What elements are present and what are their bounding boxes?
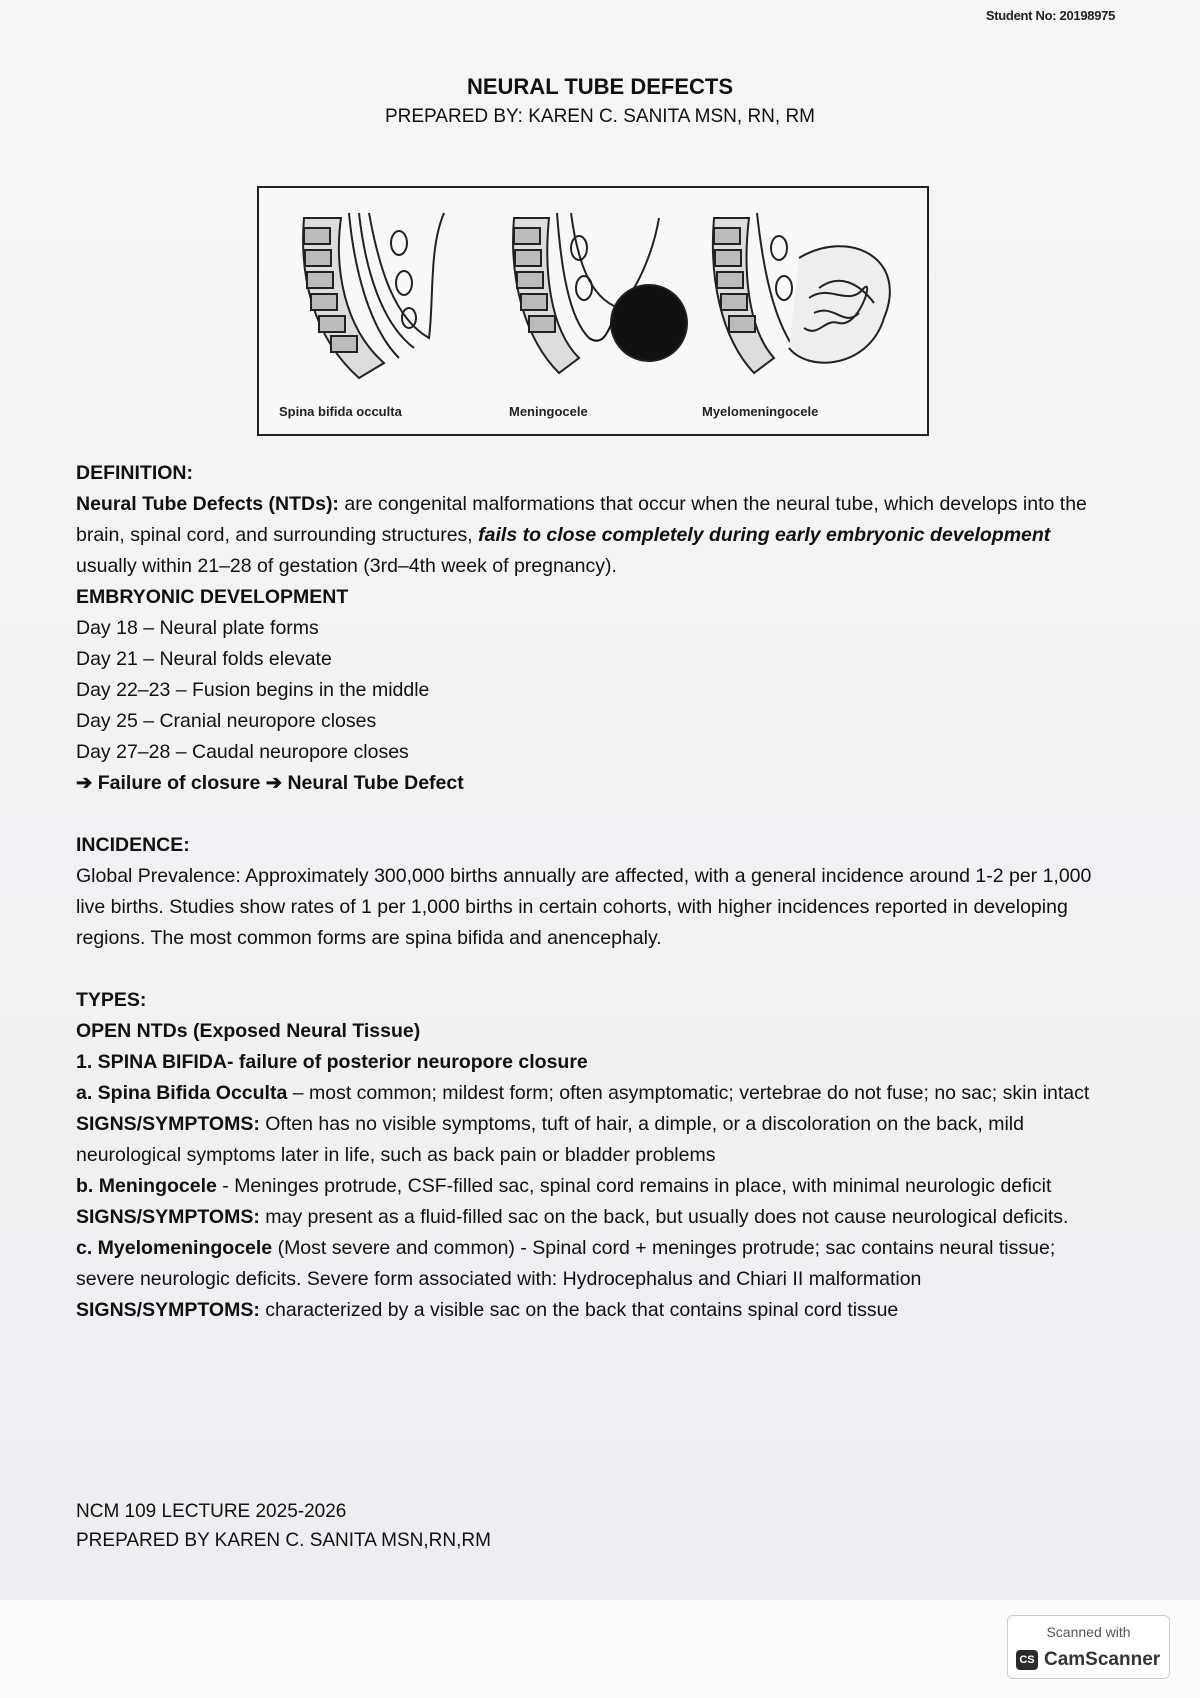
figure-label-myelomeningocele: Myelomeningocele bbox=[702, 404, 819, 419]
incidence-paragraph: Global Prevalence: Approximately 300,000 births annually are affected, with a general incidence around 1-2 per 1,000 live births. Studies show rates of 1 per 1,000 births in certain cohorts, with higher incidences reported in developing regions. The most common forms are spina bifida and anencephaly. bbox=[76, 865, 1092, 949]
meningocele-label: b. Meningocele bbox=[76, 1175, 217, 1197]
definition-term: Neural Tube Defects (NTDs): bbox=[76, 493, 339, 515]
myelomeningocele-drawing bbox=[713, 213, 890, 373]
meningocele-text: - Meninges protrude, CSF-filled sac, spinal cord remains in place, with minimal neurologic deficit bbox=[216, 1175, 1052, 1197]
figure-label-meningocele: Meningocele bbox=[509, 404, 588, 419]
embryonic-day: Day 25 – Cranial neuropore closes bbox=[76, 710, 377, 732]
myelo-signs: characterized by a visible sac on the back that contains spinal cord tissue bbox=[259, 1299, 899, 1321]
meningocele-paragraph bbox=[76, 1171, 1116, 1202]
embryonic-day: Day 22–23 – Fusion begins in the middle bbox=[76, 679, 430, 701]
ntd-illustration bbox=[257, 186, 929, 436]
open-ntds-heading: OPEN NTDs (Exposed Neural Tissue) bbox=[76, 1020, 421, 1042]
embryonic-result: ➔ Failure of closure ➔ Neural Tube Defect bbox=[76, 772, 464, 794]
meningocele-signs: may present as a fluid-filled sac on the back, but usually does not cause neurological deficits. bbox=[259, 1206, 1069, 1228]
watermark-brand: CamScanner bbox=[1044, 1649, 1161, 1670]
definition-emphasis: fails to close completely during early embryonic development bbox=[478, 524, 1051, 546]
embryonic-heading: EMBRYONIC DEVELOPMENT bbox=[76, 586, 349, 608]
spine-diagrams bbox=[259, 188, 927, 434]
occulta-label: a. Spina Bifida Occulta bbox=[76, 1082, 288, 1104]
spina-bifida-occulta-drawing bbox=[303, 213, 444, 378]
myelo-label: c. Myelomeningocele bbox=[76, 1237, 273, 1259]
occulta-signs: Often has no visible symptoms, tuft of hair, a dimple, or a discoloration on the back, mild neurological symptoms later in life, such as back pain or bladder problems bbox=[76, 1113, 1024, 1166]
definition-paragraph bbox=[76, 489, 1116, 582]
definition-text-1: are congenital malformations that occur when the neural tube, which develops into the brain, spinal cord, and surrounding structures, bbox=[76, 493, 1087, 546]
occulta-text: – most common; mildest form; often asymptomatic; vertebrae do not fuse; no sac; skin intact bbox=[287, 1082, 1090, 1104]
occulta-paragraph bbox=[76, 1078, 1116, 1109]
watermark-scanned-text: Scanned with bbox=[1046, 1624, 1131, 1640]
meningocele-drawing bbox=[513, 213, 687, 373]
camscanner-watermark bbox=[1007, 1615, 1170, 1679]
student-number: Student No: 20198975 bbox=[985, 8, 1115, 23]
myelo-paragraph bbox=[76, 1233, 1116, 1295]
spina-bifida-heading: 1. SPINA BIFIDA- failure of posterior neuropore closure bbox=[76, 1051, 588, 1073]
signs-label: SIGNS/SYMPTOMS: bbox=[76, 1113, 260, 1135]
embryonic-day: Day 18 – Neural plate forms bbox=[76, 617, 319, 639]
document-subtitle: PREPARED BY: KAREN C. SANITA MSN, RN, RM bbox=[384, 106, 816, 127]
signs-label: SIGNS/SYMPTOMS: bbox=[76, 1206, 260, 1228]
document-title: NEURAL TUBE DEFECTS bbox=[466, 74, 734, 99]
myelo-signs-paragraph bbox=[76, 1295, 1116, 1326]
embryonic-day: Day 27–28 – Caudal neuropore closes bbox=[76, 741, 409, 763]
definition-heading: DEFINITION: bbox=[76, 462, 193, 484]
occulta-signs-paragraph bbox=[76, 1109, 1116, 1171]
camscanner-logo-icon: CS bbox=[1016, 1650, 1038, 1670]
meningocele-signs-paragraph bbox=[76, 1202, 1116, 1233]
signs-label: SIGNS/SYMPTOMS: bbox=[76, 1299, 260, 1321]
types-heading: TYPES: bbox=[76, 989, 147, 1011]
footer-author: PREPARED BY KAREN C. SANITA MSN,RN,RM bbox=[76, 1530, 491, 1551]
figure-label-occulta: Spina bifida occulta bbox=[279, 404, 402, 419]
document-body bbox=[76, 458, 1116, 1326]
page-footer bbox=[76, 1497, 491, 1555]
footer-course: NCM 109 LECTURE 2025-2026 bbox=[76, 1501, 347, 1522]
embryonic-day: Day 21 – Neural folds elevate bbox=[76, 648, 332, 670]
myelo-text: (Most severe and common) - Spinal cord + meninges protrude; sac contains neural tissue; severe neurologic deficits. Severe form associated with: Hydrocephalus and Chiari II malformation bbox=[76, 1237, 1056, 1290]
definition-text-2: usually within 21–28 of gestation (3rd–4th week of pregnancy). bbox=[76, 555, 617, 577]
incidence-heading: INCIDENCE: bbox=[76, 834, 190, 856]
